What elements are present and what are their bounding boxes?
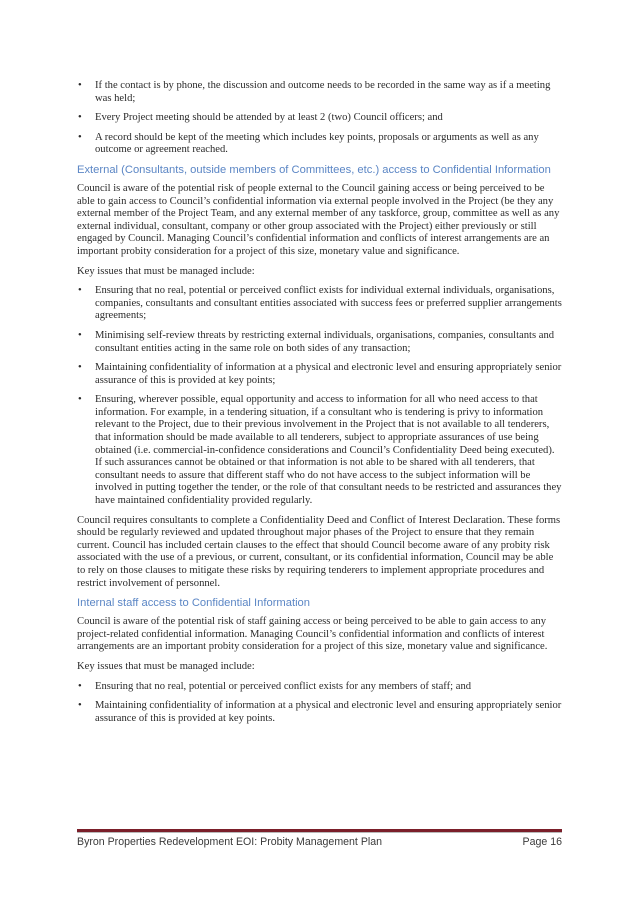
bullet-icon: • bbox=[78, 131, 82, 143]
external-key-issues-label: Key issues that must be managed include: bbox=[77, 265, 255, 277]
internal-key-issues-label: Key issues that must be managed include: bbox=[77, 660, 255, 672]
list-item: • Maintaining confidentiality of information at a physical and electronic level and ensuring appropriately senior assurance of this is provided at key points. bbox=[78, 700, 562, 724]
list-item: • Minimising self-review threats by restricting external individuals, organisations, companies, consultants and consultant entities acting in the same role on both sides of any transaction; bbox=[78, 329, 555, 354]
external-closing-paragraph: Council requires consultants to complete a Confidentiality Deed and Conflict of Interest Declaration. These forms should be regularly reviewed and updated throughout major phases of the Project to ensure that they remain current. Council has included certain clauses to the effect that should Council become aware of any probity risk associated with the use of a previous, or current, consultant, or its confidential information, Council may be able to rely on those clauses to mitigate these risks by requiring tenderers to implement appropriate procedures and restrict involvement of personnel. bbox=[77, 514, 561, 589]
list-item: • Ensuring that no real, potential or perceived conflict exists for individual external individuals, organisations, companies, consultants and consultant entities associated with success fees or preferred supplier arrangements agreements; bbox=[78, 285, 562, 322]
internal-access-heading: Internal staff access to Confidential Information bbox=[77, 597, 310, 610]
footer-document-title: Byron Properties Redevelopment EOI: Probity Management Plan bbox=[77, 836, 383, 848]
footer-divider bbox=[77, 829, 562, 833]
list-item: • Maintaining confidentiality of information at a physical and electronic level and ensuring appropriately senior assurance of this is provided at key points; bbox=[78, 362, 562, 386]
top-bullet-list bbox=[77, 80, 562, 157]
list-item: • If the contact is by phone, the discussion and outcome needs to be recorded in the same way as if a meeting was held; bbox=[78, 80, 551, 104]
internal-intro-paragraph: Council is aware of the potential risk of staff gaining access or being perceived to be able to gain access to any project-related confidential information. Managing Council’s confidential information and conflicts of interest arrangements are an important probity consideration for a project of this size, monetary value and significance. bbox=[77, 616, 548, 653]
list-item: • Ensuring, wherever possible, equal opportunity and access to information for all who need access to that information. For example, in a tendering situation, if a consultant who is tendering is privy to information relevant to the Project, due to their previous involvement in the Project that is not available to all tenderers, that information should be made available to all tenderers, subject to appropriate assurances of use being obtained (i.e. commercial-in-confidence considerations and Council’s Confidentiality Deed being executed). If such assurances cannot be obtained or that information is not able to be shared with all tenderers, that consultant needs to assure that different staff who do not have access to the subject information will be involved in putting together the tender, or the role of that consultant needs to be restricted and assurances they have maintained confidentiality provided regularly. bbox=[78, 394, 562, 507]
list-item: • A record should be kept of the meeting which includes key points, proposals or arguments as well as any outcome or agreement reached. bbox=[78, 131, 539, 156]
external-intro-paragraph: Council is aware of the potential risk of people external to the Council gaining access or being perceived to be able to gain access to Council’s confidential information via external people involved in the Project (be they any external member of the Project Team, and any external member of any taskforce, group, committee as well as any external individual, consultant, company or other group associated with the Project) either previously or still engaged by Council. Managing Council’s confidential information and conflicts of interest arrangements are an important probity consideration for a project of this size, monetary value and significance. bbox=[77, 182, 560, 257]
bullet-icon: • bbox=[78, 285, 82, 297]
bullet-icon: • bbox=[78, 362, 82, 374]
bullet-icon: • bbox=[78, 680, 82, 692]
list-item: • Ensuring that no real, potential or perceived conflict exists for any members of staff; and bbox=[78, 680, 472, 692]
internal-bullet-list bbox=[77, 681, 562, 726]
bullet-icon: • bbox=[78, 394, 82, 406]
list-item: • Every Project meeting should be attended by at least 2 (two) Council officers; and bbox=[78, 112, 443, 124]
bullet-icon: • bbox=[78, 700, 82, 712]
footer-page-number: Page 16 bbox=[522, 836, 562, 848]
external-bullet-list bbox=[77, 285, 562, 508]
external-access-heading: External (Consultants, outside members of Committees, etc.) access to Confidential Information bbox=[77, 163, 551, 176]
bullet-icon: • bbox=[78, 329, 82, 341]
page-content bbox=[77, 80, 562, 732]
bullet-icon: • bbox=[78, 112, 82, 124]
bullet-icon: • bbox=[78, 80, 82, 91]
